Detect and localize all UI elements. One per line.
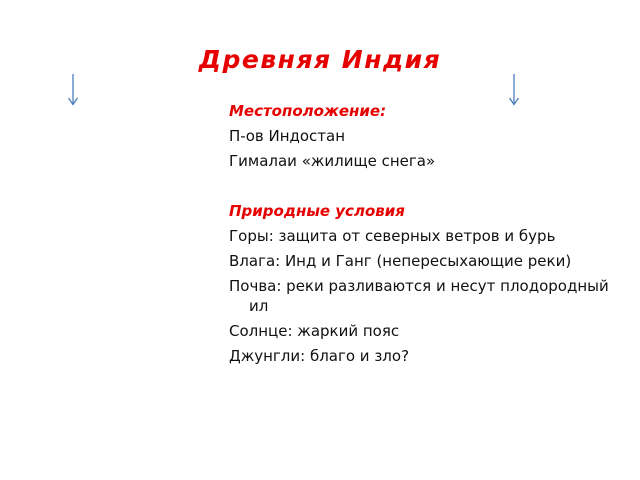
location-item-peninsula: П-ов Индостан <box>229 127 346 145</box>
slide-title: Древняя Индия <box>198 45 442 74</box>
location-item-himalayas: Гималаи «жилище снега» <box>229 152 436 170</box>
slide-content <box>229 101 624 371</box>
nature-item-mountains: Горы: защита от северных ветров и бурь <box>229 227 556 245</box>
section-spacer <box>229 176 624 201</box>
nature-heading: Природные условия <box>229 202 405 220</box>
nature-item-moisture: Влага: Инд и Ганг (непересыхающие реки) <box>229 252 572 270</box>
arrow-down-icon <box>67 74 79 106</box>
location-heading: Местоположение: <box>229 102 387 120</box>
nature-item-sun: Солнце: жаркий пояс <box>229 322 400 340</box>
nature-item-jungle: Джунгли: благо и зло? <box>229 347 410 365</box>
nature-item-soil: Почва: реки разливаются и несут плодородный ил <box>229 277 609 315</box>
